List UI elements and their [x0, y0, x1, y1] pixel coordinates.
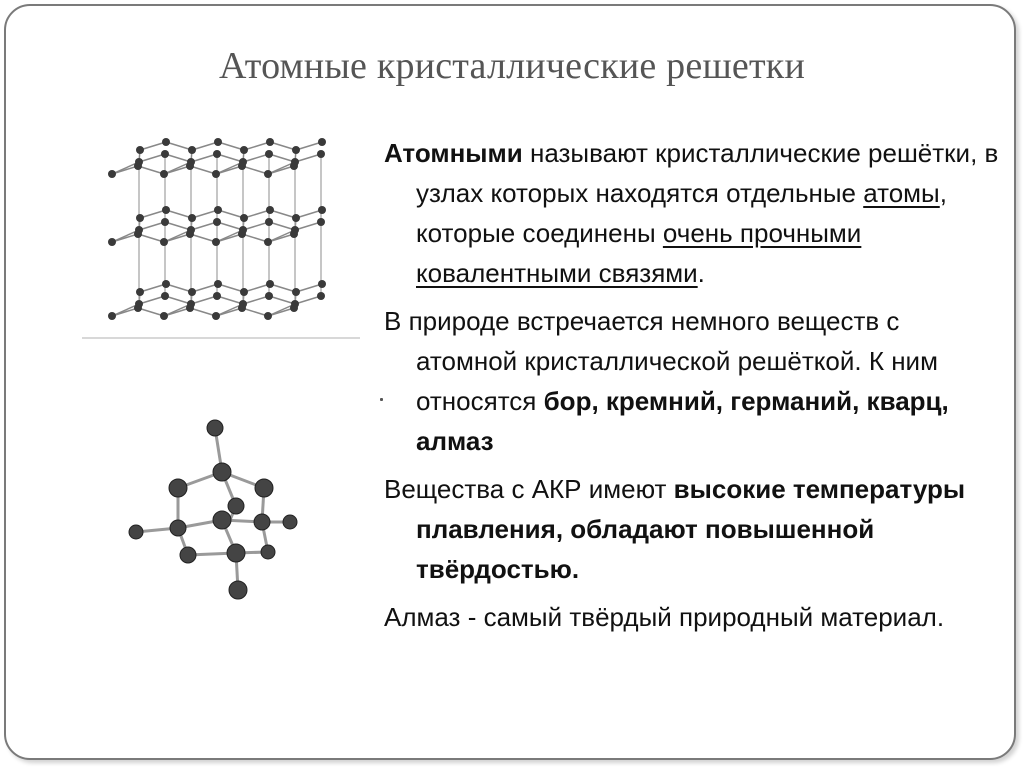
graphite-atom: [161, 292, 169, 300]
graphite-atom: [188, 214, 196, 222]
graphite-atom: [213, 218, 221, 226]
stray-mark: [380, 398, 383, 401]
graphite-atom: [266, 280, 274, 288]
graphite-atom: [265, 292, 273, 300]
properties-highlight: высокие температуры плавления, обладают повышенной твёрдостью.: [416, 474, 966, 584]
graphite-atom: [188, 288, 196, 296]
text-span: , которые соединены: [416, 178, 947, 248]
graphite-atom: [292, 288, 300, 296]
graphite-atom: [317, 150, 325, 158]
graphite-atom: [265, 218, 273, 226]
graphite-atom: [266, 206, 274, 214]
paragraph-properties: [384, 469, 1004, 589]
graphite-atom: [213, 292, 221, 300]
graphite-atom: [134, 230, 142, 238]
graphite-atom: [160, 312, 168, 320]
slide-title: Атомные кристаллические решетки: [219, 45, 805, 87]
graphite-atom: [160, 170, 168, 178]
term-atomic: Атомными: [384, 138, 523, 168]
graphite-atom: [214, 280, 222, 288]
graphite-atom: [238, 304, 246, 312]
graphite-atom: [162, 206, 170, 214]
graphite-atom: [240, 146, 248, 154]
graphite-atom: [266, 138, 274, 146]
graphite-atom: [265, 150, 273, 158]
graphite-atom: [188, 146, 196, 154]
graphite-atom: [136, 214, 144, 222]
graphite-atom: [214, 138, 222, 146]
underlined-atoms: атомы: [863, 178, 940, 208]
text-span: Алмаз - самый твёрдый природный материал.: [384, 602, 945, 632]
graphite-atom: [264, 170, 272, 178]
graphite-atom: [292, 214, 300, 222]
graphite-lattice-image: [78, 128, 368, 348]
graphite-atom: [318, 280, 326, 288]
examples-list: бор, кремний, германий, кварц, алмаз: [416, 386, 949, 456]
text-span: .: [697, 258, 705, 288]
graphite-atom: [240, 214, 248, 222]
graphite-atom: [317, 292, 325, 300]
graphite-atom: [290, 162, 298, 170]
graphite-atom: [108, 312, 116, 320]
graphite-atom: [134, 162, 142, 170]
diamond-bonds: [136, 428, 290, 590]
graphite-atom: [264, 312, 272, 320]
graphite-atom: [162, 138, 170, 146]
text-span: В природе встречается немного веществ с атомной кристаллической решёткой. К ним относятся: [384, 306, 938, 416]
graphite-atom: [161, 150, 169, 158]
graphite-atom: [318, 138, 326, 146]
graphite-atom: [240, 288, 248, 296]
graphite-atom: [238, 162, 246, 170]
graphite-atom: [213, 150, 221, 158]
graphite-atom: [290, 230, 298, 238]
graphite-atom: [290, 304, 298, 312]
graphite-atom: [160, 238, 168, 246]
graphite-atom: [136, 288, 144, 296]
graphite-atom: [108, 170, 116, 178]
graphite-atom: [238, 230, 246, 238]
graphite-atom: [161, 218, 169, 226]
paragraph-definition: [384, 133, 1004, 293]
text-span: Вещества с АКР имеют: [384, 474, 674, 504]
graphite-atom: [136, 146, 144, 154]
text-span: называют кристаллические решётки, в узлах которых находятся отдельные: [416, 138, 999, 208]
graphite-atom: [108, 238, 116, 246]
graphite-atom: [212, 312, 220, 320]
graphite-atom: [318, 206, 326, 214]
paragraph-examples: [384, 301, 1004, 461]
graphite-atom: [264, 238, 272, 246]
paragraph-diamond: [384, 597, 1004, 637]
diamond-lattice-image: [118, 410, 308, 610]
graphite-atom: [317, 218, 325, 226]
graphite-atom: [134, 304, 142, 312]
diamond-atoms: [129, 420, 297, 599]
graphite-atom: [186, 230, 194, 238]
graphite-atom: [292, 146, 300, 154]
graphite-atom: [186, 304, 194, 312]
underlined-bonds: очень прочными ковалентными связями: [416, 218, 862, 288]
graphite-layers: [108, 138, 326, 320]
graphite-atom: [212, 238, 220, 246]
graphite-atom: [212, 170, 220, 178]
graphite-atom: [162, 280, 170, 288]
text-content: [384, 133, 1004, 645]
graphite-atom: [214, 206, 222, 214]
graphite-atom: [186, 162, 194, 170]
